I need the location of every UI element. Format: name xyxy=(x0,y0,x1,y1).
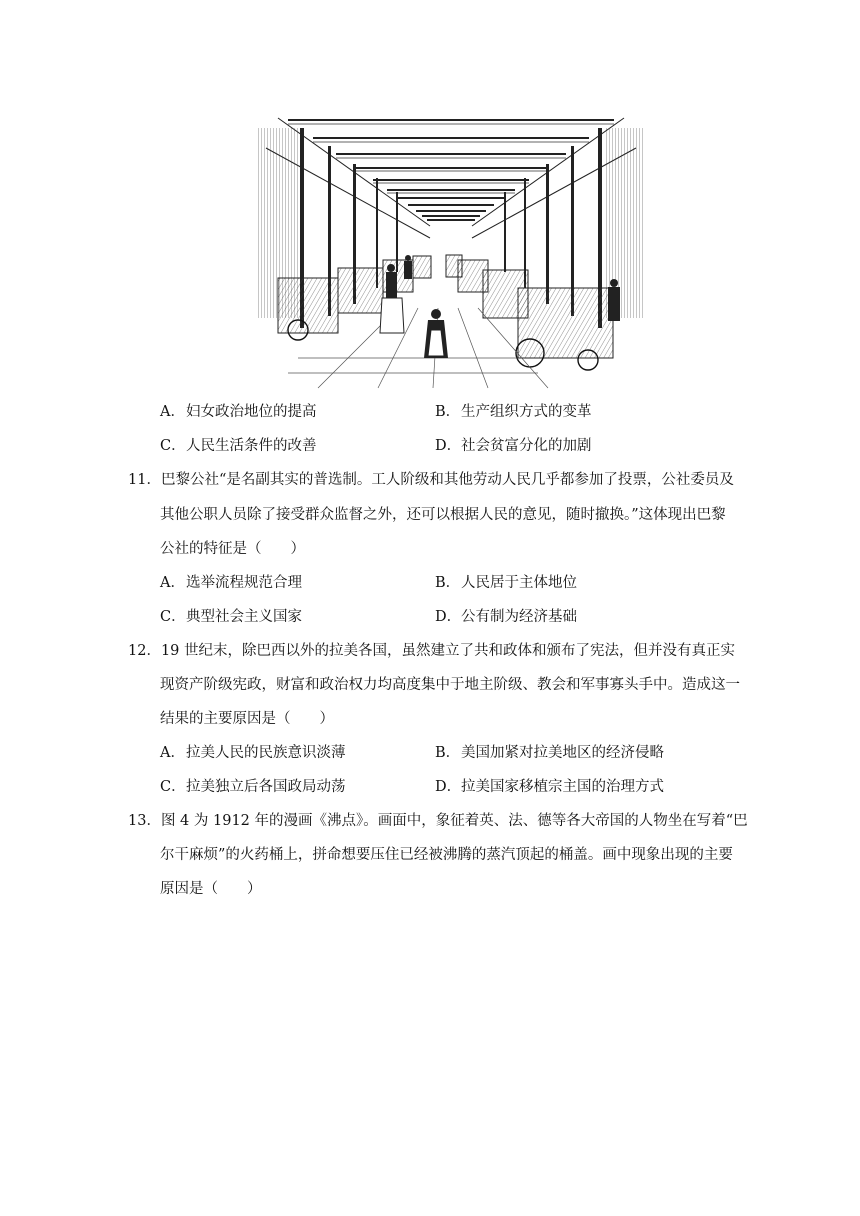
option-key: B． xyxy=(435,575,461,591)
q13-stem-line-1 xyxy=(128,811,748,831)
q13-stem-text: 图 4 为 1912 年的漫画《沸点》。画面中，象征着英、法、德等各大帝国的人物坐在写着“巴 xyxy=(160,813,748,829)
q11-stem-line-1 xyxy=(128,470,734,490)
q13-stem-line-3: 原因是（ ） xyxy=(160,881,262,897)
q12-option-c xyxy=(160,777,346,797)
q12-option-a xyxy=(160,743,346,763)
option-text: 人民居于主体地位 xyxy=(461,575,577,591)
option-text: 妇女政治地位的提高 xyxy=(186,404,317,420)
q11-option-d xyxy=(435,607,577,627)
option-text: 拉美独立后各国政局动荡 xyxy=(186,779,346,795)
option-key: A． xyxy=(160,404,185,420)
q13-stem-line-2: 尔干麻烦”的火药桶上，拼命想要压住已经被沸腾的蒸汽顶起的桶盖。画中现象出现的主要 xyxy=(160,847,733,863)
option-text: 典型社会主义国家 xyxy=(186,609,302,625)
q11-number: 11． xyxy=(128,472,161,488)
q12-stem-line-2: 现资产阶级宪政，财富和政治权力均高度集中于地主阶级、教会和军事寡头手中。造成这一 xyxy=(160,677,740,693)
option-key: A． xyxy=(160,745,185,761)
q11-stem-line-3: 公社的特征是（ ） xyxy=(160,541,305,557)
option-key: D． xyxy=(435,609,462,625)
q10-option-b xyxy=(435,402,592,422)
q12-number: 12． xyxy=(128,643,161,659)
option-text: 社会贫富分化的加剧 xyxy=(461,438,592,454)
q12-option-b xyxy=(435,743,664,763)
option-text: 选举流程规范合理 xyxy=(186,575,302,591)
option-key: D． xyxy=(435,779,462,795)
option-text: 公有制为经济基础 xyxy=(461,609,577,625)
q11-option-a xyxy=(160,573,302,593)
option-key: D． xyxy=(435,438,462,454)
q10-option-d xyxy=(435,436,592,456)
option-text: 拉美人民的民族意识淡薄 xyxy=(186,745,346,761)
q12-stem-line-1 xyxy=(128,641,735,661)
q12-stem-line-3: 结果的主要原因是（ ） xyxy=(160,711,334,727)
q13-number: 13． xyxy=(128,813,161,829)
option-key: A． xyxy=(160,575,185,591)
q10-option-c xyxy=(160,436,317,456)
q11-stem-line-2: 其他公职人员除了接受群众监督之外，还可以根据人民的意见，随时撤换。”这体现出巴黎 xyxy=(160,507,726,523)
q10-option-a xyxy=(160,402,317,422)
q11-option-b xyxy=(435,573,577,593)
option-text: 人民生活条件的改善 xyxy=(186,438,317,454)
option-key: B． xyxy=(435,745,461,761)
option-key: C． xyxy=(160,438,186,454)
option-key: B． xyxy=(435,404,461,420)
q11-option-c xyxy=(160,607,302,627)
q12-option-d xyxy=(435,777,664,797)
q12-stem-text: 19 世纪末，除巴西以外的拉美各国，虽然建立了共和政体和颁布了宪法，但并没有真正实 xyxy=(160,643,736,659)
option-text: 生产组织方式的变革 xyxy=(461,404,592,420)
option-text: 美国加紧对拉美地区的经济侵略 xyxy=(461,745,664,761)
option-key: C． xyxy=(160,609,186,625)
option-key: C． xyxy=(160,779,186,795)
factory-engraving-image xyxy=(258,108,644,392)
q11-stem-text: 巴黎公社“是名副其实的普选制。工人阶级和其他劳动人民几乎都参加了投票，公社委员及 xyxy=(160,472,734,488)
option-text: 拉美国家移植宗主国的治理方式 xyxy=(461,779,664,795)
